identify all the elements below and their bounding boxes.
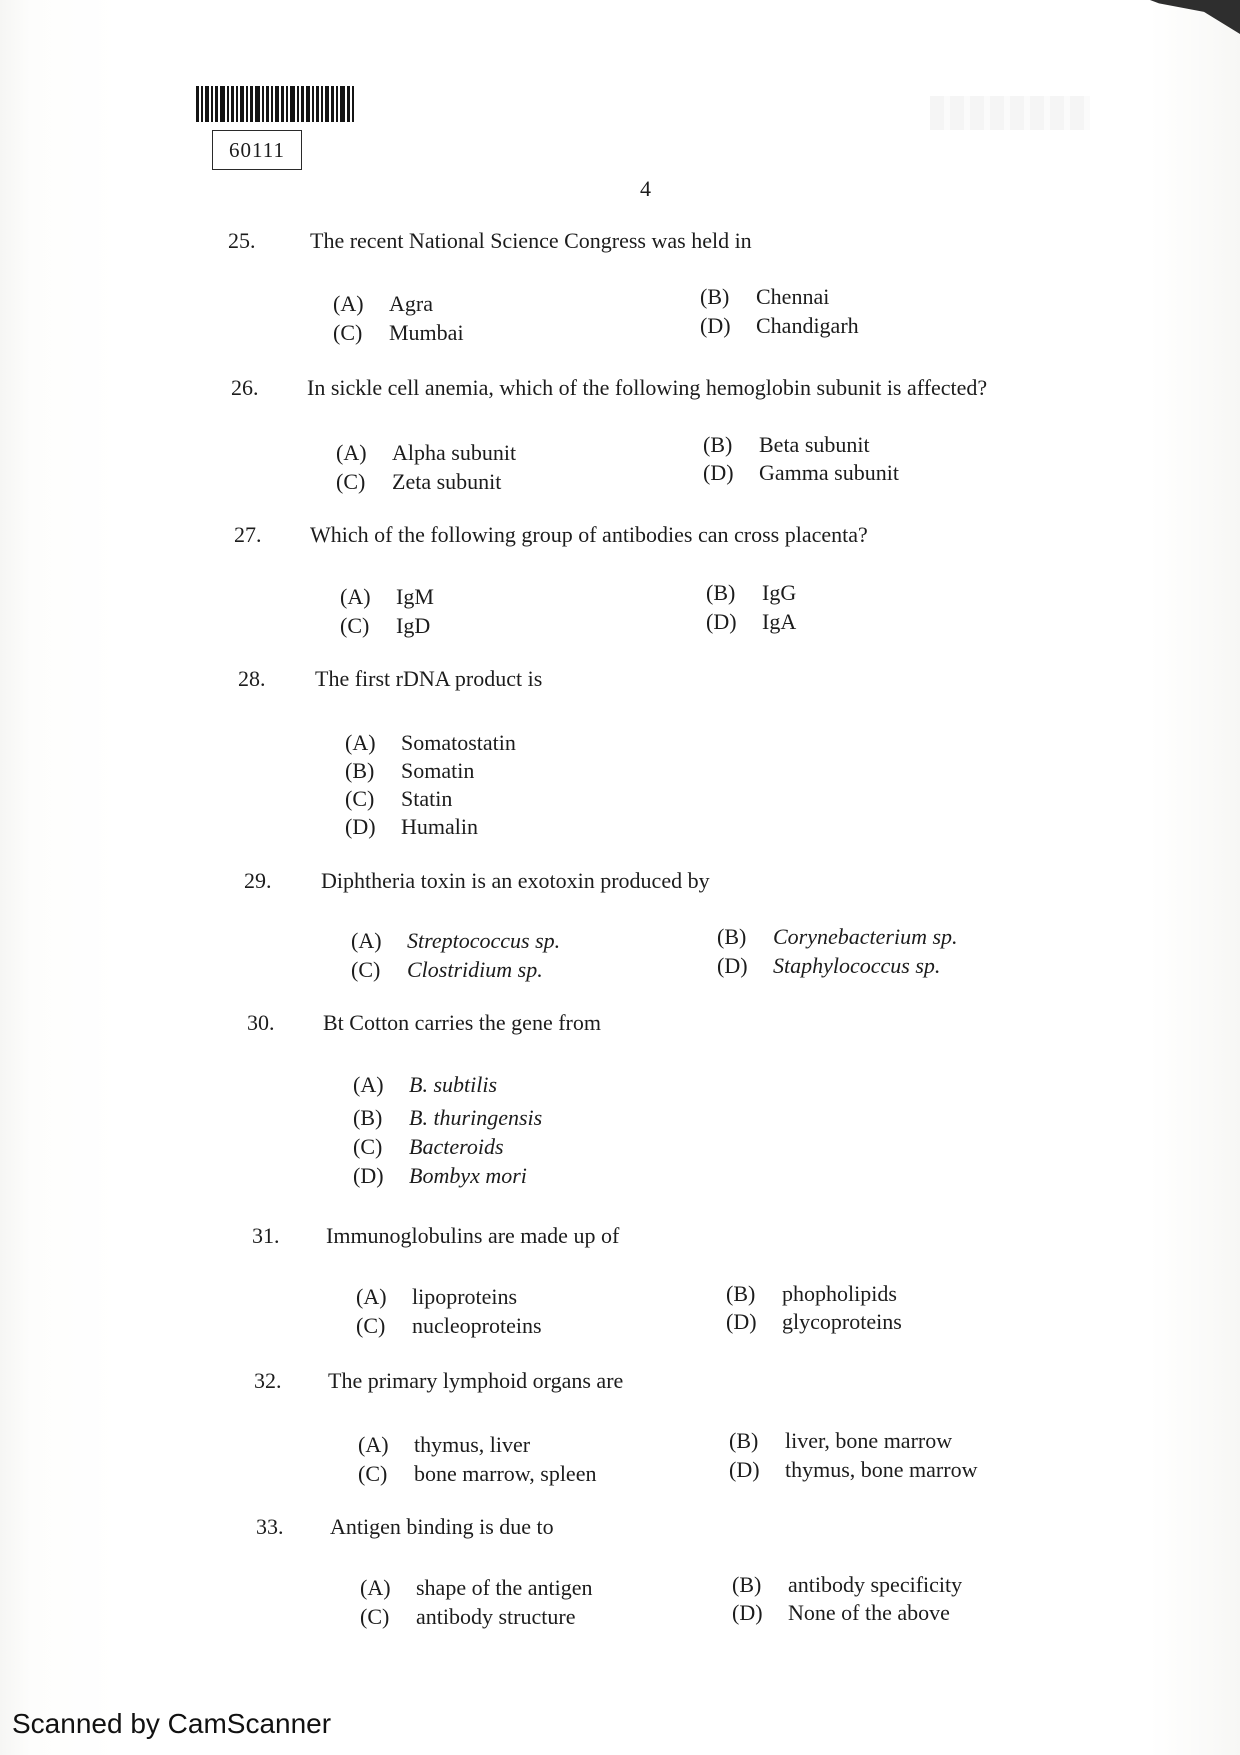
option-c: (C) IgD <box>340 613 431 638</box>
question-number: 25. <box>228 228 256 253</box>
question-number: 29. <box>244 868 272 893</box>
paper-code: 60111 <box>212 130 302 170</box>
option-b: (B) phopholipids <box>726 1281 897 1306</box>
question-text: Antigen binding is due to <box>330 1514 554 1539</box>
option-d: (D) None of the above <box>732 1600 950 1625</box>
page-corner-shadow <box>1150 0 1240 34</box>
option-c: (C) Statin <box>345 786 453 811</box>
option-a: (A) IgM <box>340 584 434 609</box>
option-b: (B) IgG <box>706 580 797 605</box>
option-c: (C) antibody structure <box>360 1604 576 1629</box>
question-text: Which of the following group of antibodies can cross placenta? <box>310 522 868 547</box>
question-text: Bt Cotton carries the gene from <box>323 1010 601 1035</box>
option-b: (B) Beta subunit <box>703 432 870 457</box>
question-number: 32. <box>254 1368 282 1393</box>
option-c: (C) Bacteroids <box>353 1134 504 1159</box>
option-d: (D) Staphylococcus sp. <box>717 953 941 978</box>
option-b: (B) antibody specificity <box>732 1572 963 1597</box>
option-a: (A) Agra <box>333 291 433 316</box>
option-b: (B) B. thuringensis <box>353 1105 543 1130</box>
question-text: In sickle cell anemia, which of the following hemoglobin subunit is affected? <box>307 375 988 400</box>
question-number: 33. <box>256 1514 284 1539</box>
scanner-watermark: Scanned by CamScanner <box>12 1708 332 1739</box>
option-a: (A) Streptococcus sp. <box>351 928 561 953</box>
option-a: (A) Alpha subunit <box>336 440 517 465</box>
option-b: (B) Chennai <box>700 284 830 309</box>
option-d: (D) IgA <box>706 609 797 634</box>
faint-stamp <box>930 96 1090 130</box>
question-text: Immunoglobulins are made up of <box>326 1223 620 1248</box>
question-text: Diphtheria toxin is an exotoxin produced by <box>321 868 710 893</box>
option-a: (A) lipoproteins <box>356 1284 518 1309</box>
option-d: (D) Humalin <box>345 814 478 839</box>
question-text: The first rDNA product is <box>315 666 543 691</box>
question-text: The recent National Science Congress was held in <box>310 228 752 253</box>
option-a: (A) shape of the antigen <box>360 1575 593 1600</box>
option-b: (B) Somatin <box>345 758 475 783</box>
option-b: (B) liver, bone marrow <box>729 1428 953 1453</box>
question-text: The primary lymphoid organs are <box>328 1368 624 1393</box>
question-number: 26. <box>231 375 259 400</box>
option-d: (D) thymus, bone marrow <box>729 1457 978 1482</box>
option-c: (C) Zeta subunit <box>336 469 502 494</box>
option-c: (C) Clostridium sp. <box>351 957 543 982</box>
question-number: 30. <box>247 1010 275 1035</box>
option-d: (D) Chandigarh <box>700 313 859 338</box>
question-number: 27. <box>234 522 262 547</box>
option-c: (C) Mumbai <box>333 320 464 345</box>
barcode-icon <box>196 86 362 122</box>
option-c: (C) bone marrow, spleen <box>358 1461 597 1486</box>
page-number: 4 <box>640 176 651 201</box>
option-d: (D) Gamma subunit <box>703 460 899 485</box>
question-number: 28. <box>238 666 266 691</box>
option-d: (D) glycoproteins <box>726 1309 902 1334</box>
option-c: (C) nucleoproteins <box>356 1313 542 1338</box>
option-b: (B) Corynebacterium sp. <box>717 924 958 949</box>
option-a: (A) thymus, liver <box>358 1432 531 1457</box>
option-a: (A) Somatostatin <box>345 730 516 755</box>
option-a: (A) B. subtilis <box>353 1072 498 1097</box>
option-d: (D) Bombyx mori <box>353 1163 527 1188</box>
question-number: 31. <box>252 1223 280 1248</box>
